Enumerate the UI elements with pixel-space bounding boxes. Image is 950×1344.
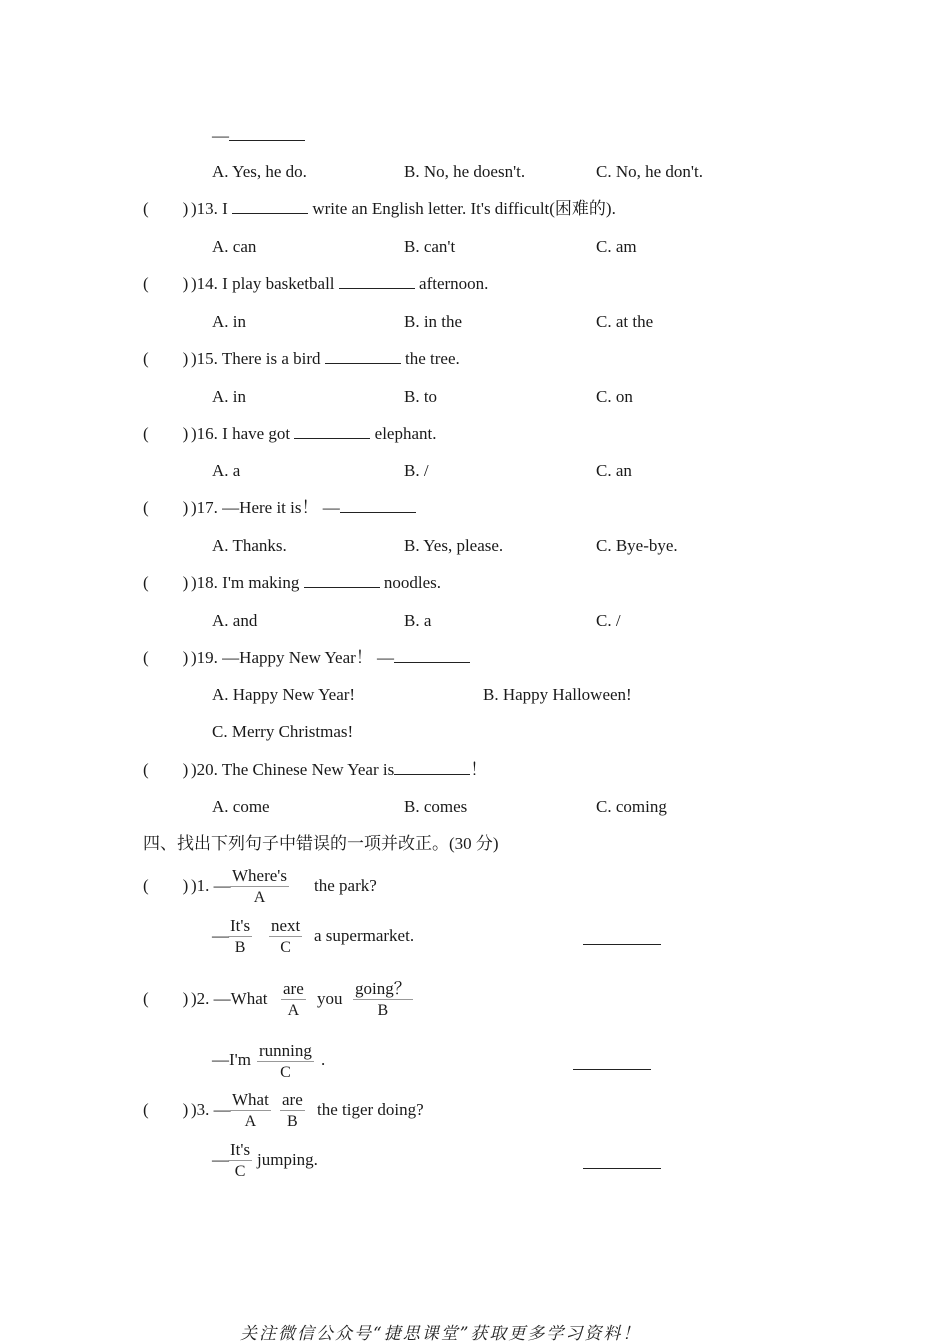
s4-q3-paren[interactable]: ( ) bbox=[143, 1100, 189, 1119]
q12-option-c: C. No, he don't. bbox=[596, 162, 703, 181]
q13-paren[interactable]: ( ) bbox=[143, 199, 189, 218]
q20-option-c: C. coming bbox=[596, 797, 667, 816]
q19-paren[interactable]: ( ) bbox=[143, 648, 189, 667]
q17-option-a: A. Thanks. bbox=[212, 536, 287, 555]
q18-option-c: C. / bbox=[596, 611, 621, 630]
s4-q1-num: )1. — bbox=[191, 876, 231, 895]
s4-q2-line2: —I'm bbox=[212, 1050, 251, 1069]
q12-answer-line: — bbox=[212, 126, 305, 146]
q20-paren[interactable]: ( ) bbox=[143, 760, 189, 779]
q15-option-c: C. on bbox=[596, 387, 633, 406]
s4-q1-part-a: Where's A bbox=[232, 866, 287, 906]
s4-q3-dash: — bbox=[212, 1150, 229, 1169]
q13-stem: )13. I write an English letter. It's difficult(困难的). bbox=[191, 199, 616, 218]
q16-paren[interactable]: ( ) bbox=[143, 424, 189, 443]
s4-q1-correction-blank[interactable] bbox=[583, 943, 661, 945]
s4-q2-part-c: running C bbox=[259, 1041, 312, 1081]
s4-q3-part-c: It's C bbox=[230, 1140, 251, 1180]
s4-q1-paren[interactable]: ( ) bbox=[143, 876, 189, 895]
s4-q2-correction-blank[interactable] bbox=[573, 1068, 651, 1070]
q13-option-c: C. am bbox=[596, 237, 637, 256]
q19-option-c: C. Merry Christmas! bbox=[212, 722, 354, 741]
q19-stem: )19. —Happy New Year！ — bbox=[191, 648, 470, 668]
q16-option-c: C. an bbox=[596, 461, 632, 480]
q16-option-b: B. / bbox=[404, 461, 429, 480]
q17-option-b: B. Yes, please. bbox=[404, 536, 504, 555]
s4-q3-correction-blank[interactable] bbox=[583, 1167, 661, 1169]
q17-stem: )17. —Here it is！ — bbox=[191, 498, 416, 518]
q18-stem: )18. I'm making noodles. bbox=[191, 573, 442, 592]
s4-q3-num: )3. — bbox=[191, 1100, 231, 1119]
q12-option-a: A. Yes, he do. bbox=[212, 162, 307, 181]
q15-paren[interactable]: ( ) bbox=[143, 349, 189, 368]
q15-stem: )15. There is a bird the tree. bbox=[191, 349, 460, 368]
s4-q2-num: )2. —What bbox=[191, 989, 268, 1008]
section-heading: 四、找出下列句子中错误的一项并改正。(30 分) bbox=[143, 834, 499, 853]
s4-q1-part-b: It's B bbox=[230, 916, 251, 956]
q20-option-b: B. comes bbox=[404, 797, 468, 816]
q14-option-c: C. at the bbox=[596, 312, 654, 331]
s4-q3-part-a: What A bbox=[232, 1090, 269, 1130]
q14-option-b: B. in the bbox=[404, 312, 463, 331]
s4-q3-rest: the tiger doing? bbox=[317, 1100, 424, 1119]
q15-option-a: A. in bbox=[212, 387, 246, 406]
q13-option-b: B. can't bbox=[404, 237, 456, 256]
q16-stem: )16. I have got elephant. bbox=[191, 424, 437, 443]
s4-q2-end: . bbox=[321, 1050, 326, 1069]
q19-option-a: A. Happy New Year! bbox=[212, 685, 356, 704]
s4-q2-mid: you bbox=[317, 989, 343, 1008]
q18-option-a: A. and bbox=[212, 611, 258, 630]
q20-stem: )20. The Chinese New Year is ！ bbox=[191, 760, 488, 779]
s4-q2-part-a: are A bbox=[283, 979, 304, 1019]
q12-option-b: B. No, he doesn't. bbox=[404, 162, 526, 181]
q14-stem: )14. I play basketball afternoon. bbox=[191, 274, 489, 293]
q13-option-a: A. can bbox=[212, 237, 257, 256]
s4-q1-rest: the park? bbox=[314, 876, 377, 895]
s4-q1-dash: — bbox=[212, 926, 229, 945]
s4-q3-part-b: are B bbox=[282, 1090, 303, 1130]
s4-q2-part-b: going？ B bbox=[355, 979, 411, 1019]
s4-q2-paren[interactable]: ( ) bbox=[143, 989, 189, 1008]
s4-q1-rest2: a supermarket. bbox=[314, 926, 415, 945]
q17-paren[interactable]: ( ) bbox=[143, 498, 189, 517]
q18-paren[interactable]: ( ) bbox=[143, 573, 189, 592]
q15-option-b: B. to bbox=[404, 387, 438, 406]
q19-option-b: B. Happy Halloween! bbox=[483, 685, 632, 704]
q14-paren[interactable]: ( ) bbox=[143, 274, 189, 293]
s4-q3-rest2: jumping. bbox=[257, 1150, 318, 1169]
q20-option-a: A. come bbox=[212, 797, 270, 816]
footer-promo: 关注微信公众号“捷思课堂”获取更多学习资料！ bbox=[240, 1324, 642, 1344]
q16-option-a: A. a bbox=[212, 461, 241, 480]
q14-option-a: A. in bbox=[212, 312, 246, 331]
q17-option-c: C. Bye-bye. bbox=[596, 536, 678, 555]
s4-q1-part-c: next C bbox=[271, 916, 301, 956]
q18-option-b: B. a bbox=[404, 611, 432, 630]
